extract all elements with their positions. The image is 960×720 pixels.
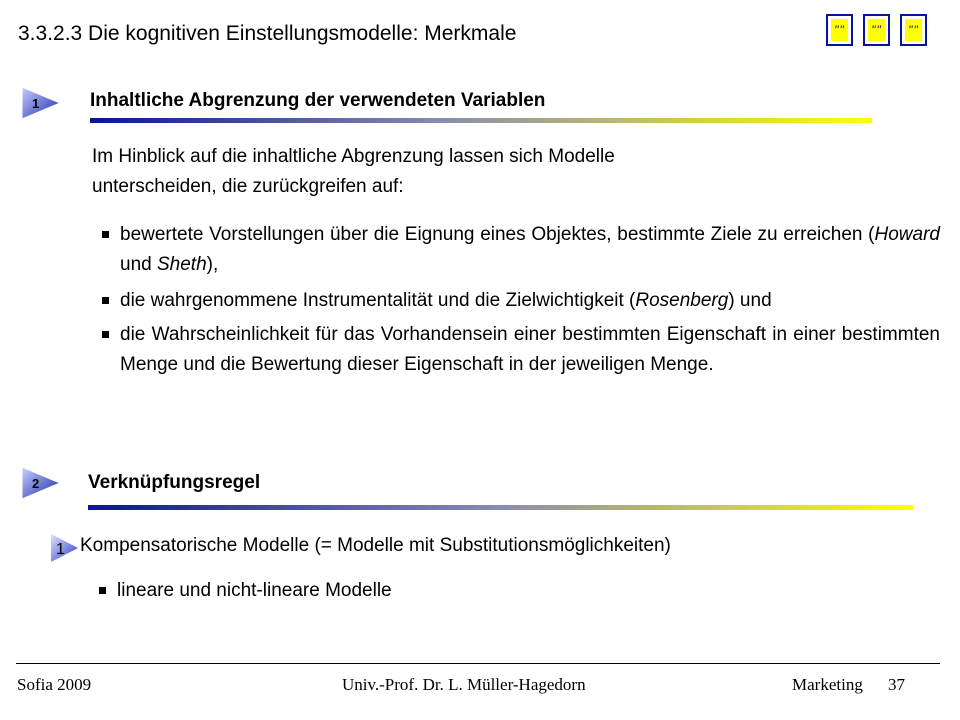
- bullet-square-icon: [102, 331, 109, 338]
- section-1-underline: [90, 118, 872, 123]
- footer-left: Sofia 2009: [17, 675, 92, 694]
- author-sheth: Sheth: [156, 254, 207, 275]
- page-title: 3.3.2.3 Die kognitiven Einstellungsmodelle: Merkmale: [18, 22, 517, 45]
- author-howard: Howard: [874, 224, 940, 245]
- nav-button-2[interactable]: [863, 14, 890, 46]
- bullet-item: bewertete Vorstellungen über die Eignung eines Objektes, bestimmte Ziele zu erreichen (Howard und Sheth),: [120, 220, 940, 280]
- nav-button-icon: "": [868, 19, 885, 41]
- bullet-square-icon: [99, 587, 106, 594]
- page-number: 37: [888, 675, 905, 694]
- section-2-number: 2: [32, 476, 40, 491]
- bullet-square-icon: [102, 231, 109, 238]
- bullet-item: die Wahrscheinlichkeit für das Vorhandensein einer bestimmten Eigenschaft in einer bestimmten Menge und die Bewertung dieser Eigenschaft in der jeweiligen Menge.: [120, 320, 940, 380]
- nav-button-icon: "": [905, 19, 922, 41]
- subsection-1-number: 1: [56, 541, 65, 558]
- intro-line-1: Im Hinblick auf die inhaltliche Abgrenzung lassen sich Modelle: [92, 146, 615, 167]
- section-1-heading: Inhaltliche Abgrenzung der verwendeten Variablen: [90, 90, 546, 111]
- section-2-underline: [88, 505, 913, 510]
- section-2-heading: Verknüpfungsregel: [88, 472, 261, 493]
- intro-line-2: unterscheiden, die zurückgreifen auf:: [92, 176, 404, 197]
- author-rosenberg: Rosenberg: [635, 290, 729, 311]
- section-2-marker-icon: [20, 465, 68, 501]
- nav-button-1[interactable]: [826, 14, 853, 46]
- footer-right-label: Marketing: [792, 675, 863, 694]
- bullet-item: die wahrgenommene Instrumentalität und die Zielwichtigkeit (Rosenberg) und: [120, 286, 940, 316]
- subsection-1-marker-icon: [50, 533, 80, 563]
- section-1-intro: [92, 142, 932, 202]
- nav-button-3[interactable]: [900, 14, 927, 46]
- nav-button-icon: "": [831, 19, 848, 41]
- subsection-1-heading: Kompensatorische Modelle (= Modelle mit Substitutionsmöglichkeiten): [80, 535, 671, 556]
- bullet-square-icon: [102, 297, 109, 304]
- section-1-marker-icon: [20, 85, 68, 121]
- bullet-item: lineare und nicht-lineare Modelle: [117, 576, 817, 606]
- footer-center: Univ.-Prof. Dr. L. Müller-Hagedorn: [342, 675, 586, 694]
- footer-divider: [16, 663, 940, 664]
- section-1-number: 1: [32, 96, 40, 111]
